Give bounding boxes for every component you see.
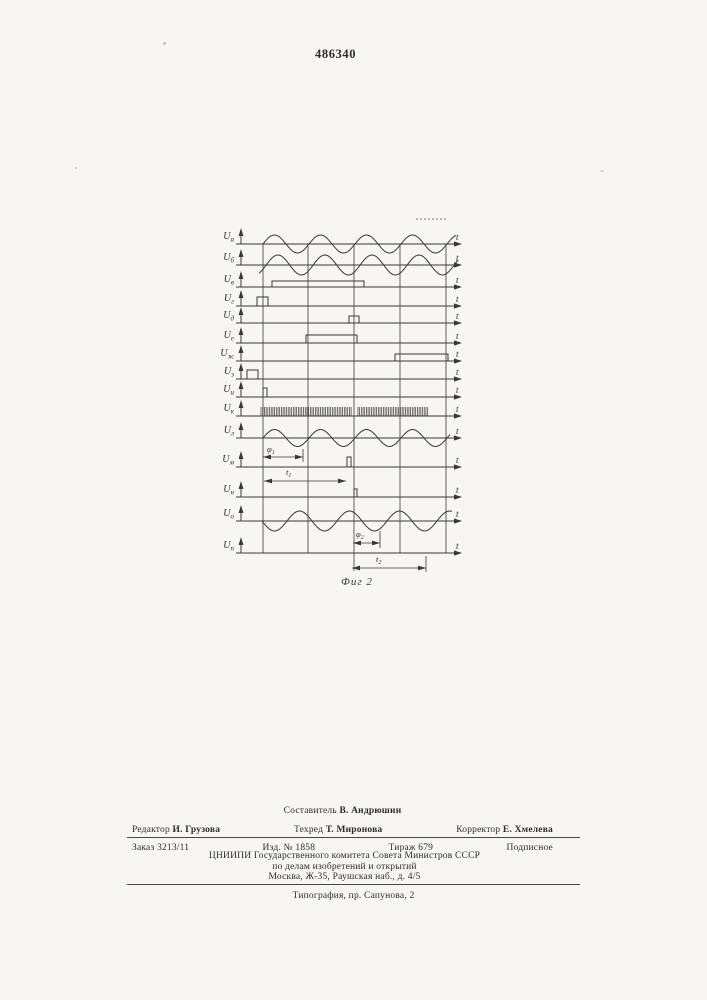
svg-text:t: t [456,541,459,551]
org-line-1: ЦНИИПИ Государственного комитета Совета Министров СССР [208,851,481,861]
svg-text:t: t [456,232,459,242]
editor-cell [132,825,220,835]
svg-text:t: t [456,331,459,341]
tirazh: Тираж 679 [388,843,434,853]
svg-text:t: t [456,426,459,436]
compiler-label: Составитель [283,806,337,816]
svg-text:Uн: $U_н$ [223,484,234,497]
svg-text:Uб: $U_б$ [223,252,234,265]
organization-block [127,851,580,883]
svg-text:t: t [456,275,459,285]
svg-text:t: t [456,485,459,495]
svg-text:t: t [456,385,459,395]
figure-caption: Фиг 2 [341,576,373,588]
podpisnoe: Подписное [506,843,553,853]
izd-number: Изд. № 1858 [262,843,316,853]
svg-text:t: t [456,311,459,321]
svg-text:t2: $t_2$ [376,554,382,566]
svg-text:Uа: $U_а$ [223,231,234,244]
techred-label: Техред [293,825,324,835]
order-number: Заказ 3213/11 [132,843,190,853]
techred-name: Т. Миронова [325,825,383,835]
svg-text:t: t [456,404,459,414]
svg-text:t: t [456,253,459,263]
printer-line: Типография, пр. Сапунова, 2 [292,891,415,901]
svg-text:t: t [456,294,459,304]
org-line-2: по делам изобретений и открытий [272,861,417,872]
footer-rule-bottom [127,884,580,885]
svg-text:Uп: $U_п$ [223,540,234,553]
svg-text:t: t [456,349,459,359]
editor-name: И. Грузова [172,825,221,835]
footer-rule-top [127,837,580,838]
svg-text:φ2: $\varphi_2$ [356,529,364,541]
svg-text:Uл: $U_л$ [223,425,234,438]
svg-text:Uе: $U_е$ [223,330,234,343]
svg-text:Uк: $U_к$ [223,403,234,416]
corrector-label: Корректор [456,825,501,835]
roles-line [127,825,580,835]
corrector-cell [456,825,553,835]
compiler-line [127,806,580,816]
svg-text:t: t [456,455,459,465]
svg-text:Uо: $U_о$ [223,508,234,521]
editor-label: Редактор [132,825,170,835]
svg-text:Uз: $U_з$ [224,366,234,379]
svg-text:Uи: $U_и$ [223,384,234,397]
svg-text:Uм: $U_м$ [222,454,234,467]
svg-text:Uв: $U_в$ [223,274,234,287]
svg-text:t: t [456,509,459,519]
patent-number: 486340 [315,47,357,61]
corrector-name: Е. Хмелева [502,825,553,835]
svg-text:Uд: $U_д$ [223,310,234,323]
compiler-name: В. Андрюшин [339,806,402,816]
svg-text:t: t [456,367,459,377]
techred-cell [294,825,382,835]
svg-text:Uж: $U_ж$ [220,348,234,361]
org-line-3: Москва, Ж-35, Раушская наб., д. 4/5 [268,872,421,882]
svg-text:Uг: $U_г$ [224,293,234,306]
svg-text:φ1: $\varphi_1$ [267,444,275,456]
svg-text:t1: $t_1$ [286,467,292,479]
